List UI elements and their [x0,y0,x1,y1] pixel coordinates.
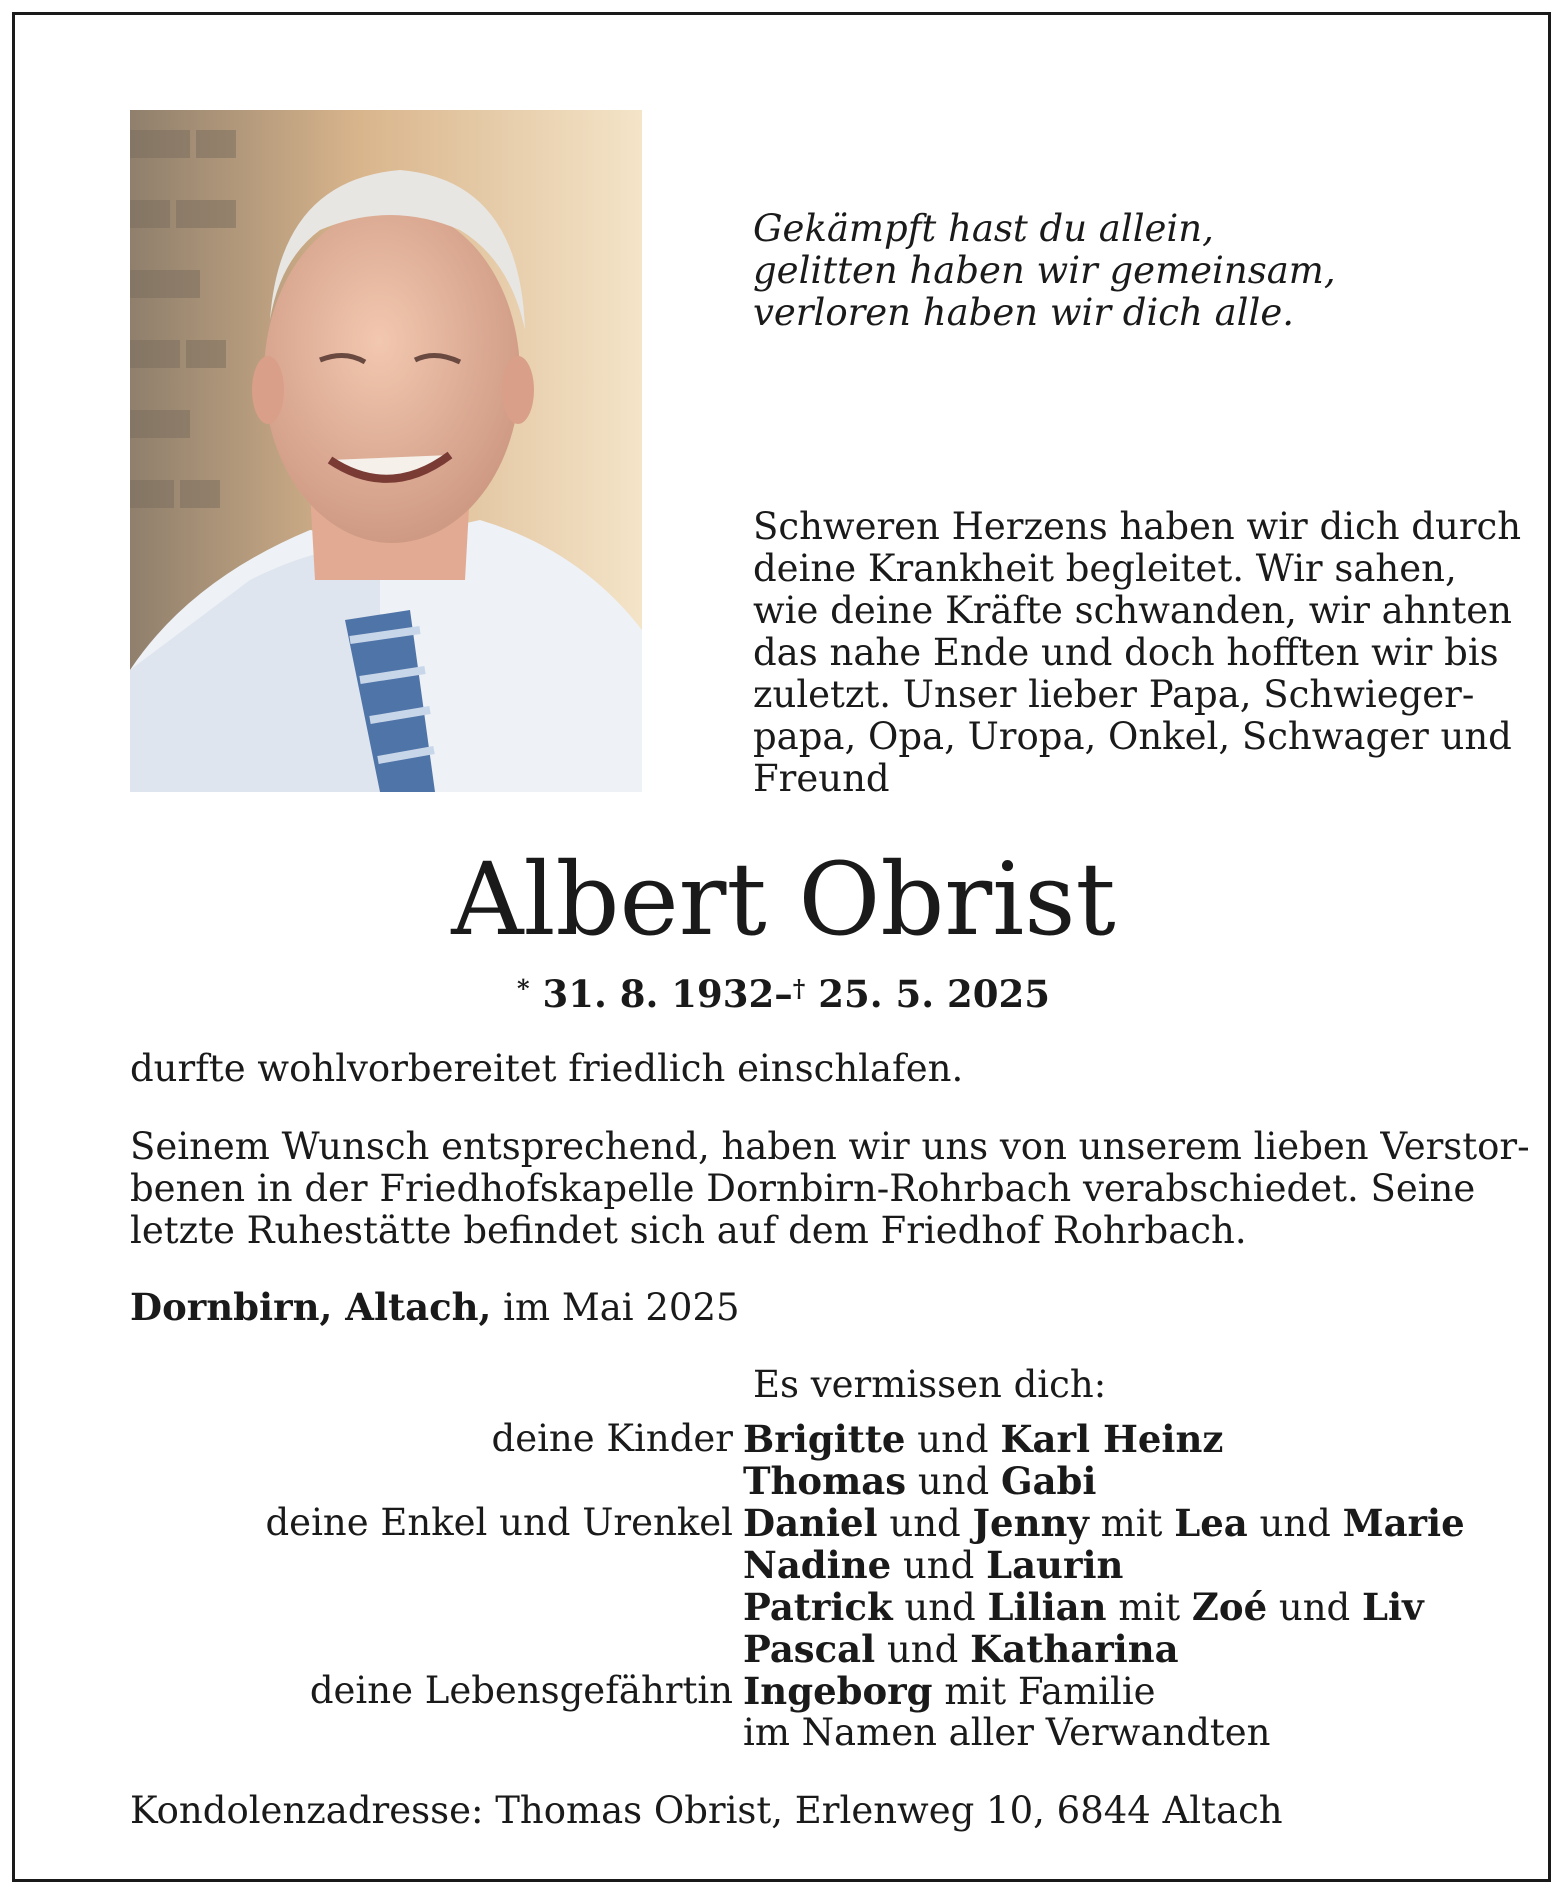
mourner-name: Marie [1342,1501,1465,1545]
mourner-name: Zoé [1191,1585,1268,1629]
conjunction: und [904,1586,976,1629]
mourner-name: Nadine [743,1543,892,1587]
conjunction: und [889,1502,961,1545]
mourner-name: Ingeborg [743,1669,933,1713]
conjunction: und [917,1460,990,1503]
relation-label: deine Kinder [491,1417,733,1460]
condolence-address: Kondolenzadresse: Thomas Obrist, Erlenweg 10, 6844 Altach [130,1789,1283,1832]
farewell-line: benen in der Friedhofskapelle Dornbirn-Rohrbach verabschiedet. Seine [130,1167,1476,1210]
mourner-row [130,1502,1530,1544]
motto-verse [753,208,1336,334]
mourner-row [130,1628,1530,1670]
mourner-name: Lilian [987,1585,1107,1629]
intro-line: Schweren Herzens haben wir dich durch [753,505,1522,548]
relation-label: deine Lebensgefährtin [309,1669,733,1712]
mourners-list [130,1418,1530,1754]
death-symbol: † [792,974,806,1003]
intro-line: deine Krankheit begleitet. Wir sahen, [753,547,1457,590]
mourner-name: Daniel [743,1501,878,1545]
place: Dornbirn, Altach, [130,1285,492,1329]
conjunction: mit [1118,1586,1181,1629]
mourner-row [130,1670,1530,1712]
motto-line: Gekämpft hast du allein, [753,207,1214,250]
relatives-note: im Namen aller Verwandten [743,1711,1271,1754]
passing-text: durfte wohlvorbereitet friedlich einschlafen. [130,1047,964,1090]
mourner-name: Liv [1362,1585,1424,1629]
birth-symbol: * [517,974,530,1003]
portrait-photo [130,110,642,792]
mourner-name: Gabi [1000,1459,1097,1503]
intro-line: zuletzt. Unser lieber Papa, Schwieger- [753,673,1475,716]
family-note: mit Familie [944,1670,1156,1713]
mourner-name: Pascal [743,1627,876,1671]
intro-paragraph [753,505,1522,800]
intro-line: Freund [753,757,890,800]
motto-line: gelitten haben wir gemeinsam, [753,249,1336,292]
motto-line: verloren haben wir dich alle. [753,291,1294,334]
conjunction: und [1259,1502,1331,1545]
mourner-name: Brigitte [743,1417,906,1461]
mourner-name: Laurin [986,1543,1124,1587]
deceased-name: Albert Obrist [451,841,1116,958]
mourner-name: Patrick [743,1585,893,1629]
life-dates [0,972,1567,1016]
conjunction: und [902,1544,975,1587]
mourner-row [130,1418,1530,1460]
mourner-name: Katharina [970,1627,1179,1671]
mourner-name: Karl Heinz [1000,1417,1224,1461]
mourners-heading: Es vermissen dich: [753,1363,1107,1406]
conjunction: und [886,1628,959,1671]
mourner-name: Thomas [743,1459,907,1503]
farewell-paragraph [130,1125,1530,1252]
mourner-row [130,1460,1530,1502]
place-date [130,1286,740,1329]
mourner-name: Lea [1174,1501,1248,1545]
farewell-line: Seinem Wunsch entsprechend, haben wir uns von unserem lieben Verstor- [130,1125,1530,1168]
birth-date: 31. 8. 1932 [542,972,775,1016]
mourner-row [130,1586,1530,1628]
mourner-row [130,1712,1530,1754]
conjunction: und [917,1418,989,1461]
mourner-row [130,1544,1530,1586]
death-date: 25. 5. 2025 [818,972,1050,1016]
intro-line: wie deine Kräfte schwanden, wir ahnten [753,589,1512,632]
intro-line: papa, Opa, Uropa, Onkel, Schwager und [753,715,1512,758]
conjunction: mit [1100,1502,1163,1545]
conjunction: und [1278,1586,1351,1629]
month-year: im Mai 2025 [503,1286,740,1329]
intro-line: das nahe Ende und doch hofften wir bis [753,631,1499,674]
farewell-line: letzte Ruhestätte befindet sich auf dem Friedhof Rohrbach. [130,1209,1247,1252]
mourner-name: Jenny [972,1501,1089,1545]
relation-label: deine Enkel und Urenkel [265,1501,733,1544]
date-separator: – [774,972,793,1016]
